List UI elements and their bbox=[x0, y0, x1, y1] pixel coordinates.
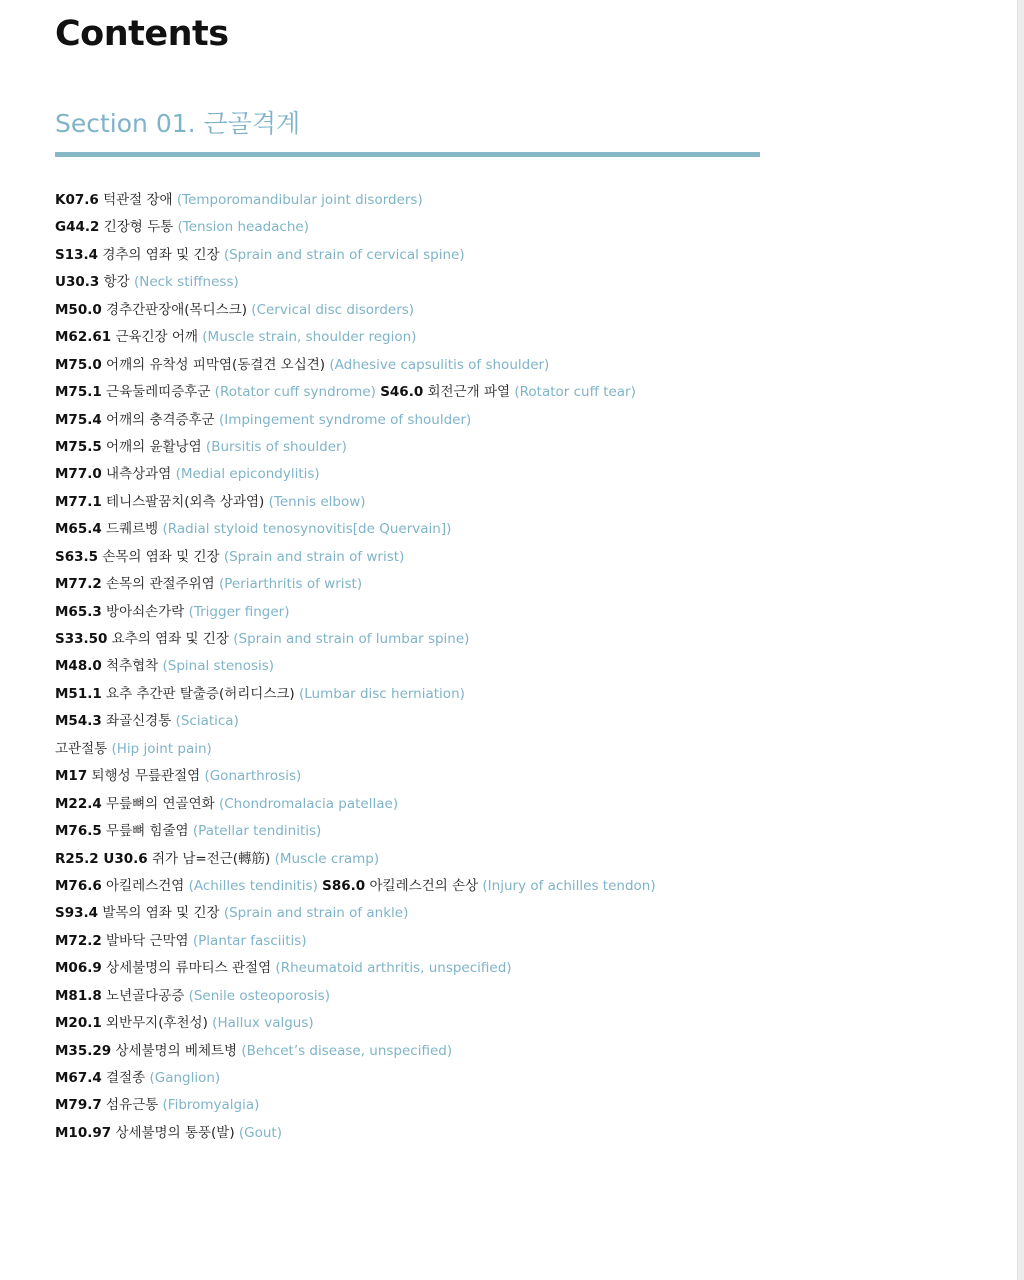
entry-english-name: (Hallux valgus) bbox=[212, 1015, 314, 1032]
entry-korean-name: 무릎뼈의 연골연화 bbox=[106, 795, 215, 812]
entry-english-name: (Tennis elbow) bbox=[268, 493, 366, 510]
entry-korean-name: 상세불명의 류마티스 관절염 bbox=[106, 960, 272, 977]
contents-entry bbox=[55, 983, 656, 1010]
contents-entry bbox=[55, 407, 656, 434]
contents-list bbox=[55, 187, 656, 1147]
contents-entry bbox=[55, 352, 656, 379]
entry-english-name: (Senile osteoporosis) bbox=[188, 987, 330, 1004]
entry-code: S93.4 bbox=[55, 905, 99, 922]
entry-korean-name: 섬유근통 bbox=[106, 1097, 159, 1114]
entry-english-name: (Muscle cramp) bbox=[274, 850, 380, 867]
entry-korean-name: 발목의 염좌 및 긴장 bbox=[102, 905, 220, 922]
contents-entry bbox=[55, 900, 656, 927]
entry-english-name: (Medial epicondylitis) bbox=[175, 466, 320, 483]
contents-entry bbox=[55, 955, 656, 982]
entry-english-name: (Tension headache) bbox=[177, 219, 309, 236]
entry-korean-name: 손목의 관절주위염 bbox=[106, 576, 215, 593]
entry-english-name: (Rotator cuff syndrome) bbox=[214, 384, 376, 401]
entry-code: M76.6 bbox=[55, 877, 102, 894]
contents-entry bbox=[55, 1120, 656, 1147]
entry-korean-name: 요추 추간판 탈출증(허리디스크) bbox=[106, 685, 295, 702]
contents-entry bbox=[55, 599, 656, 626]
entry-korean-name: 고관절통 bbox=[55, 740, 108, 757]
contents-entry bbox=[55, 653, 656, 680]
entry-code: M48.0 bbox=[55, 658, 102, 675]
entry-code: M77.0 bbox=[55, 466, 102, 483]
contents-entry bbox=[55, 379, 656, 406]
entry-korean-name: 어깨의 충격증후군 bbox=[106, 411, 215, 428]
entry-english-name: (Sciatica) bbox=[175, 713, 239, 730]
entry-english-name: (Rotator cuff tear) bbox=[514, 384, 636, 401]
entry-code: M67.4 bbox=[55, 1070, 102, 1086]
entry-korean-name: 근육긴장 어깨 bbox=[115, 329, 198, 346]
entry-code: R25.2 U30.6 bbox=[55, 850, 148, 867]
entry-code: K07.6 bbox=[55, 192, 99, 208]
entry-korean-name: 상세불명의 통풍(발) bbox=[115, 1124, 235, 1141]
entry-english-name: (Ganglion) bbox=[149, 1070, 221, 1086]
entry-code: M65.3 bbox=[55, 603, 102, 620]
entry-code: S13.4 bbox=[55, 246, 99, 263]
entry-english-name: (Sprain and strain of wrist) bbox=[223, 548, 405, 565]
entry-code: M65.4 bbox=[55, 521, 102, 538]
entry-korean-name: 긴장형 두통 bbox=[103, 219, 174, 236]
entry-code: U30.3 bbox=[55, 274, 100, 291]
entry-english-name: (Impingement syndrome of shoulder) bbox=[218, 411, 472, 428]
entry-code: M81.8 bbox=[55, 987, 102, 1004]
entry-english-name: (Gonarthrosis) bbox=[204, 768, 302, 785]
section-title: Section 01. 근골격계 bbox=[55, 109, 301, 138]
entry-english-name: (Trigger finger) bbox=[188, 603, 290, 620]
entry-english-name: (Periarthritis of wrist) bbox=[218, 576, 363, 593]
page-title: Contents bbox=[55, 14, 229, 54]
entry-code: S33.50 bbox=[55, 631, 108, 647]
page-edge-shadow bbox=[1017, 0, 1024, 1280]
entry-code: G44.2 bbox=[55, 219, 100, 236]
entry-korean-name: 상세불명의 베체트병 bbox=[115, 1042, 238, 1059]
entry-code: M72.2 bbox=[55, 932, 102, 949]
entry-english-name: (Sprain and strain of cervical spine) bbox=[223, 246, 465, 263]
entry-english-name: (Gout) bbox=[238, 1124, 282, 1141]
entry-english-name: (Radial styloid tenosynovitis[de Quervain]) bbox=[162, 521, 452, 538]
contents-entry bbox=[55, 516, 656, 543]
entry-english-name: (Chondromalacia patellae) bbox=[218, 795, 399, 812]
entry-korean-name: 턱관절 장애 bbox=[103, 192, 173, 208]
entry-korean-name: 경추간판장애(목디스크) bbox=[106, 301, 247, 318]
entry-english-name: (Sprain and strain of ankle) bbox=[223, 905, 409, 922]
contents-entry bbox=[55, 626, 656, 653]
entry-korean-name: 방아쇠손가락 bbox=[106, 603, 185, 620]
entry-english-name: (Sprain and strain of lumbar spine) bbox=[233, 631, 470, 647]
entry-korean-name: 무릎뼈 힘줄염 bbox=[106, 823, 189, 840]
contents-entry bbox=[55, 242, 656, 269]
entry-code: S63.5 bbox=[55, 548, 99, 565]
contents-entry bbox=[55, 763, 656, 790]
entry-code: M77.1 bbox=[55, 493, 102, 510]
contents-entry bbox=[55, 434, 656, 461]
entry-korean-name: 좌골신경통 bbox=[106, 713, 172, 730]
entry-english-name: (Injury of achilles tendon) bbox=[482, 877, 656, 894]
entry-korean-name: 내측상과염 bbox=[106, 466, 172, 483]
entry-korean-name: 드퀘르벵 bbox=[106, 521, 159, 538]
contents-entry bbox=[55, 1092, 656, 1119]
entry-korean-name: 손목의 염좌 및 긴장 bbox=[102, 548, 220, 565]
entry-code: M35.29 bbox=[55, 1042, 112, 1059]
contents-entry bbox=[55, 928, 656, 955]
entry-code: M77.2 bbox=[55, 576, 102, 593]
entry-code: M62.61 bbox=[55, 329, 112, 346]
entry-english-name: (Temporomandibular joint disorders) bbox=[176, 192, 423, 208]
contents-entry bbox=[55, 846, 656, 873]
entry-english-name: (Plantar fasciitis) bbox=[192, 932, 307, 949]
entry-english-name: (Hip joint pain) bbox=[111, 740, 212, 757]
entry-english-name: (Behcet’s disease, unspecified) bbox=[241, 1042, 453, 1059]
contents-entry bbox=[55, 571, 656, 598]
entry-code: M50.0 bbox=[55, 301, 102, 318]
entry-english-name: (Fibromyalgia) bbox=[162, 1097, 260, 1114]
entry-english-name: (Muscle strain, shoulder region) bbox=[202, 329, 417, 346]
entry-code: M75.1 bbox=[55, 384, 102, 401]
entry-code: M51.1 bbox=[55, 685, 102, 702]
entry-code: M75.5 bbox=[55, 438, 102, 455]
entry-code: S46.0 bbox=[380, 384, 424, 401]
entry-korean-name: 경추의 염좌 및 긴장 bbox=[102, 246, 220, 263]
contents-entry bbox=[55, 544, 656, 571]
entry-english-name: (Patellar tendinitis) bbox=[192, 823, 322, 840]
contents-entry bbox=[55, 324, 656, 351]
contents-entry bbox=[55, 736, 656, 763]
entry-korean-name: 어깨의 윤활낭염 bbox=[106, 438, 202, 455]
contents-entry bbox=[55, 818, 656, 845]
contents-entry bbox=[55, 681, 656, 708]
entry-korean-name: 노년골다공증 bbox=[106, 987, 185, 1004]
entry-korean-name: 아킬레스건염 bbox=[106, 877, 185, 894]
entry-code: M79.7 bbox=[55, 1097, 102, 1114]
entry-korean-name: 아킬레스건의 손상 bbox=[369, 877, 479, 894]
entry-english-name: (Achilles tendinitis) bbox=[188, 877, 318, 894]
contents-entry bbox=[55, 269, 656, 296]
entry-korean-name: 항강 bbox=[103, 274, 130, 291]
entry-korean-name: 회전근개 파열 bbox=[427, 384, 511, 401]
contents-entry bbox=[55, 873, 656, 900]
contents-entry bbox=[55, 1010, 656, 1037]
entry-korean-name: 외반무지(후천성) bbox=[106, 1015, 208, 1032]
entry-code: M75.4 bbox=[55, 411, 102, 428]
entry-code: M54.3 bbox=[55, 713, 102, 730]
entry-code: M75.0 bbox=[55, 356, 102, 373]
entry-korean-name: 요추의 염좌 및 긴장 bbox=[111, 631, 229, 647]
contents-entry bbox=[55, 489, 656, 516]
entry-code: M20.1 bbox=[55, 1015, 102, 1032]
entry-korean-name: 척추협착 bbox=[106, 658, 159, 675]
contents-entry bbox=[55, 187, 656, 214]
entry-code: S86.0 bbox=[322, 877, 366, 894]
contents-entry bbox=[55, 297, 656, 324]
entry-korean-name: 쥐가 남=전근(轉筋) bbox=[151, 850, 271, 867]
entry-english-name: (Spinal stenosis) bbox=[162, 658, 275, 675]
entry-code: M17 bbox=[55, 768, 88, 785]
contents-entry bbox=[55, 791, 656, 818]
contents-entry bbox=[55, 214, 656, 241]
contents-entry bbox=[55, 1038, 656, 1065]
entry-korean-name: 근육둘레띠증후군 bbox=[106, 384, 211, 401]
entry-english-name: (Cervical disc disorders) bbox=[251, 301, 415, 318]
entry-code: M06.9 bbox=[55, 960, 102, 977]
entry-code: M76.5 bbox=[55, 823, 102, 840]
entry-korean-name: 결절종 bbox=[106, 1070, 146, 1086]
entry-korean-name: 발바닥 근막염 bbox=[106, 932, 189, 949]
entry-code: M22.4 bbox=[55, 795, 102, 812]
contents-entry bbox=[55, 708, 656, 735]
entry-english-name: (Rheumatoid arthritis, unspecified) bbox=[275, 960, 512, 977]
section-divider bbox=[55, 152, 760, 157]
contents-entry bbox=[55, 461, 656, 488]
entry-english-name: (Lumbar disc herniation) bbox=[299, 685, 465, 702]
entry-korean-name: 테니스팔꿈치(외측 상과염) bbox=[106, 493, 265, 510]
entry-korean-name: 어깨의 유착성 피막염(동결견 오십견) bbox=[106, 356, 326, 373]
entry-code: M10.97 bbox=[55, 1124, 112, 1141]
contents-entry bbox=[55, 1065, 656, 1092]
entry-korean-name: 퇴행성 무릎관절염 bbox=[91, 768, 201, 785]
entry-english-name: (Adhesive capsulitis of shoulder) bbox=[329, 356, 550, 373]
entry-english-name: (Neck stiffness) bbox=[133, 274, 239, 291]
entry-english-name: (Bursitis of shoulder) bbox=[205, 438, 347, 455]
